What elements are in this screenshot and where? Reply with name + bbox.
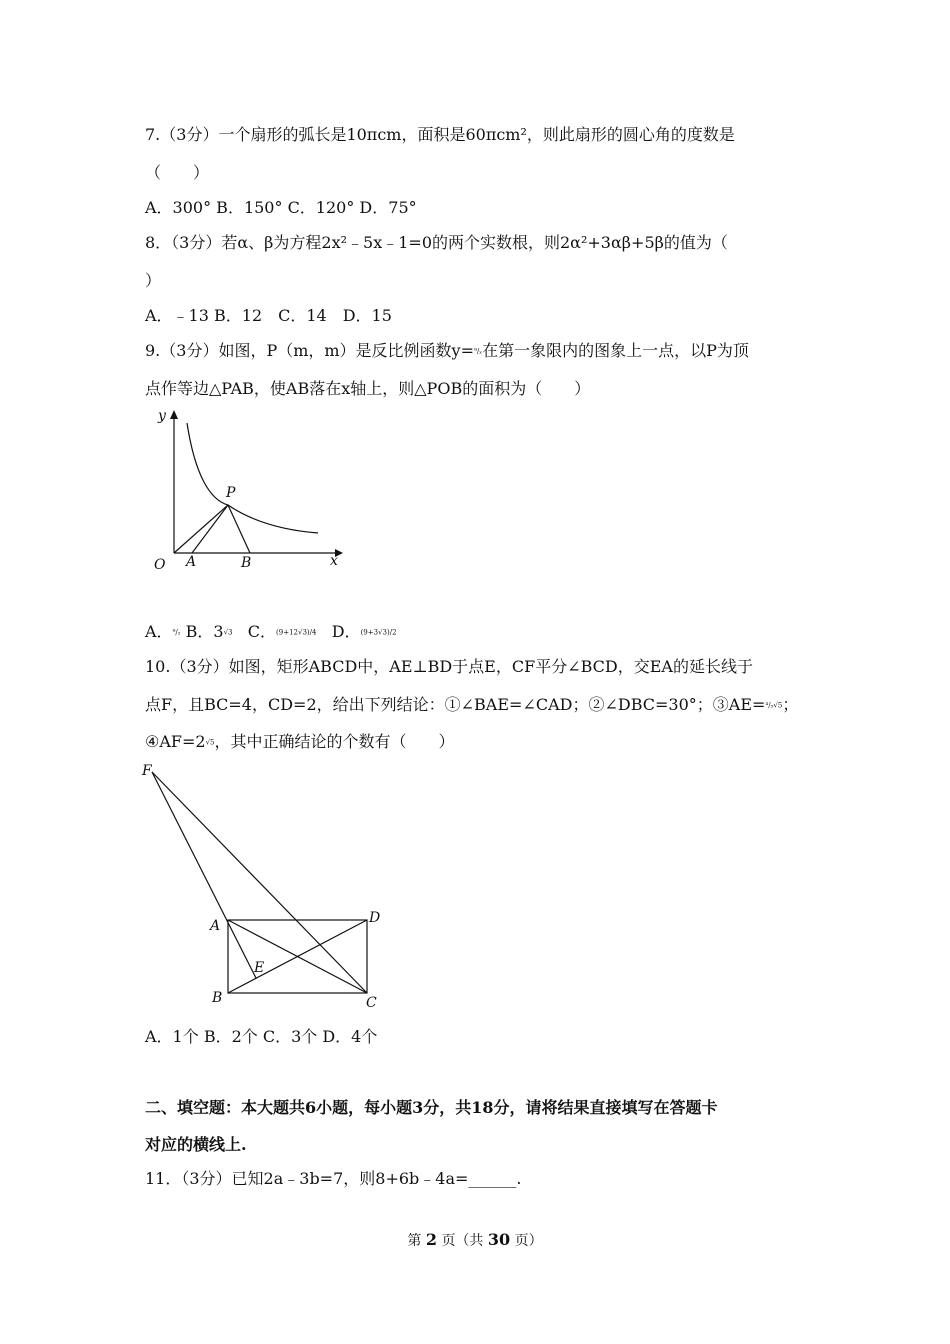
q10-stem-text-d: ，其中正确结论的个数有（ ） [214, 732, 455, 751]
q10-stem-line1: 10.（3分）如图，矩形ABCD中，AE⊥BD于点E，CF平分∠BCD，交EA的延长线于 [145, 657, 753, 676]
q9-label-y: y [158, 408, 166, 424]
q9-hyperbola-curve [187, 423, 318, 533]
q9-label-o: O [154, 557, 166, 573]
q7-stem-line2: （ ） [145, 163, 210, 182]
q10-figure [138, 760, 388, 1015]
q11-stem: 11．（3分）已知2a﹣3b=7，则8+6b﹣4a=______. [145, 1169, 522, 1188]
q9-figure [140, 405, 360, 580]
footer-prefix: 第 [407, 1233, 422, 1249]
q9-stem-text-b: 在第一象限内的图象上一点，以P为顶 [482, 341, 749, 360]
q9-option-a: A． [145, 622, 173, 641]
footer-middle: 页（共 [441, 1233, 484, 1249]
q10-label-d: D [369, 910, 381, 926]
q9-stem-line1 [145, 340, 749, 363]
q9-option-b-value: √3 [223, 628, 233, 637]
q8-options: A．﹣13 B．12 C．14 D．15 [145, 306, 392, 325]
q9-stem-text-a: 9.（3分）如图，P（m，m）是反比例函数y= [145, 341, 475, 360]
footer-total-pages: 30 [487, 1230, 511, 1249]
page-footer [0, 1230, 950, 1250]
q9-label-a: A [186, 554, 197, 570]
q9-label-p: P [226, 485, 236, 501]
q9-stem-line2: 点作等边△PAB，使AB落在x轴上，则△POB的面积为（ ） [145, 379, 591, 398]
q9-y-arrow [170, 410, 178, 419]
q10-stem-text-a: 点F，且BC=4，CD=2，给出下列结论：①∠BAE=∠CAD；②∠DBC=30°；③AE= [145, 695, 766, 714]
q10-label-f: F [142, 763, 152, 779]
q10-label-a: A [210, 918, 221, 934]
q10-stem-line2 [145, 694, 798, 717]
q9-option-b: B．3 [185, 622, 224, 641]
q7-options: A．300° B．150° C．120° D．75° [145, 198, 417, 217]
q10-stem-text-b: ； [782, 695, 799, 714]
q9-label-x: x [330, 553, 338, 569]
section2-heading-line2: 对应的横线上. [145, 1135, 247, 1154]
q10-ae-value: ⁴/₅√5 [765, 701, 783, 710]
q9-segment-op [174, 505, 228, 553]
q9-options [145, 621, 397, 644]
q10-segment-fe [152, 772, 256, 978]
q8-stem-line1: 8．（3分）若α、β为方程2x²﹣5x﹣1=0的两个实数根，则2α²+3αβ+5β的值为（ [145, 233, 728, 252]
q10-stem-line3 [145, 731, 455, 754]
q9-option-c-value: (9+12√3)/4 [276, 628, 317, 637]
q8-stem-line2: ） [145, 271, 162, 290]
q9-option-a-value: ⁹/₂ [172, 628, 181, 637]
q10-options: A．1个 B．2个 C．3个 D．4个 [145, 1027, 378, 1046]
q9-segment-ap [192, 505, 228, 553]
q10-label-c: C [366, 995, 377, 1011]
q10-label-e: E [254, 960, 265, 976]
q10-af-value: √5 [205, 738, 215, 747]
q9-fraction: ⁹/ₓ [474, 347, 483, 356]
q9-label-b: B [241, 555, 252, 571]
q9-option-c: C． [247, 622, 277, 641]
footer-suffix: 页） [514, 1233, 543, 1249]
q9-option-d: D． [331, 622, 361, 641]
q7-stem-line1: 7.（3分）一个扇形的弧长是10πcm，面积是60πcm²，则此扇形的圆心角的度数是 [145, 125, 735, 144]
section2-heading-line1: 二、填空题：本大题共6小题，每小题3分，共18分，请将结果直接填写在答题卡 [145, 1098, 718, 1117]
q10-label-b: B [212, 990, 223, 1006]
footer-page-number: 2 [425, 1230, 437, 1249]
q9-option-d-value: (9+3√3)/2 [360, 628, 397, 637]
q10-stem-text-c: ④AF=2 [145, 732, 206, 751]
